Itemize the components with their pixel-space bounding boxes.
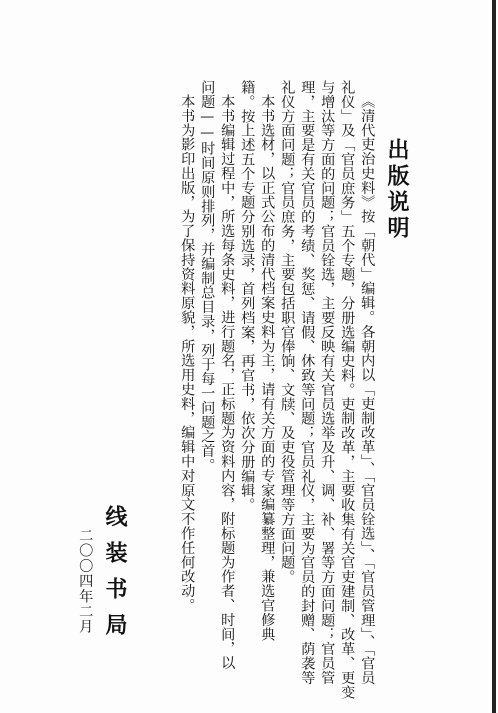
page-edge-shadow	[492, 0, 496, 713]
page-title: 出版说明	[384, 138, 409, 242]
paragraph-line-9: 问题——时间原则排列，并编制总目录，列于每一问题之首。	[199, 80, 216, 473]
paragraph-line-2: 礼仪」及「官员庶务」五个专题，分册选编史料。吏制改革，主要收集有关官吏建制、改革、更变	[339, 80, 356, 700]
paragraph-line-6: 本书选材，以正式公布的清代档案史料为主，请有关方面的专家编纂整理，兼选官修典	[259, 94, 276, 642]
paragraph-line-7: 籍。按上述五个专题分别选录，首列档案，再官书，依次分册编辑。	[239, 80, 256, 512]
publication-date: 二〇〇四年二月	[77, 528, 94, 635]
paragraph-line-1: 《清代吏治史料》按「朝代」编辑。各朝内以「吏制改革」、「官员铨选」、「官员管理」、「官员	[359, 94, 376, 685]
paragraph-line-5: 礼仪方面问题；官员庶务，主要包括职官俸饷、文牍、及吏役管理等方面问题。	[279, 80, 296, 584]
paragraph-line-4: 理，主要是有关官员的考绩、奖惩、请假、休致等问题；官员礼仪，主要为官员的封赠、荫袭等	[299, 80, 316, 685]
publisher-calligraphy: 线装书局	[102, 505, 128, 649]
paragraph-line-10: 本书为影印出版，为了保持资料原貌，所选用史料，编辑中对原文不作任何改动。	[179, 94, 196, 613]
paragraph-line-3: 与增汰等方面的问题；官员铨选，主要反映有关官员选举及升、调、补、署等方面问题；官员管	[319, 80, 336, 685]
paragraph-line-8: 本书编辑过程中，所选每条史料，进行题名，正标题为资料内容，附标题为作者、时间，以	[219, 94, 236, 670]
